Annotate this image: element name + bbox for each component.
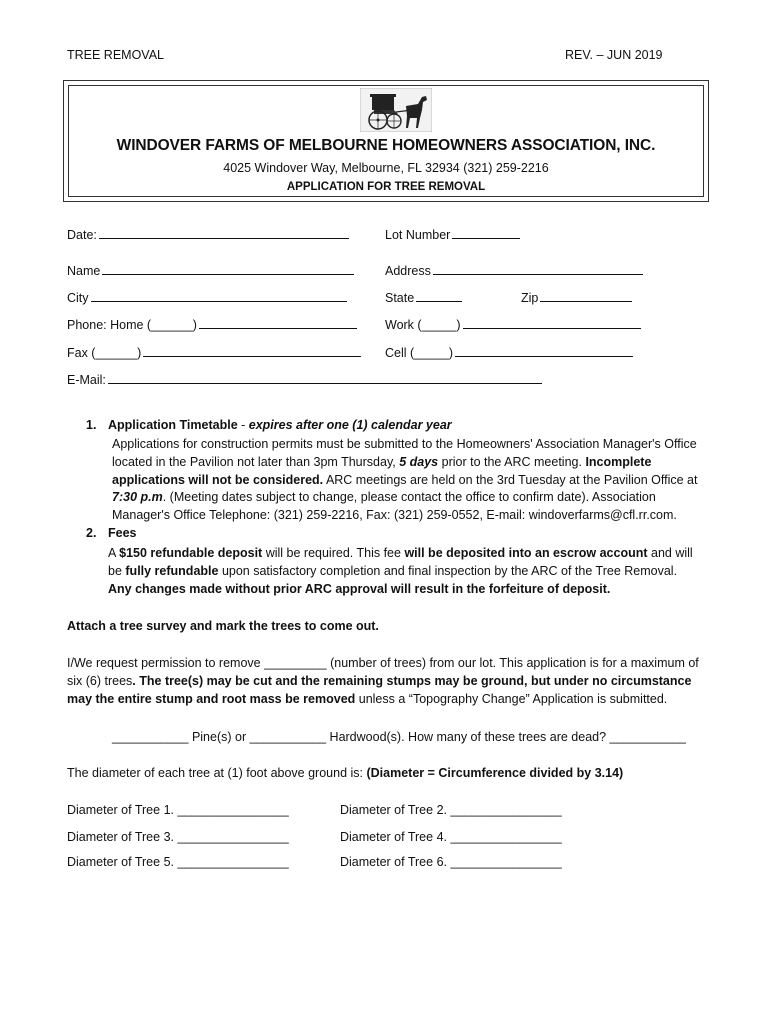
- s2-text-2: will be required. This fee: [262, 546, 405, 560]
- attach-instruction: Attach a tree survey and mark the trees to come out.: [67, 619, 379, 633]
- request-text-1: I/We request permission to remove _________ (number of trees) from our lot. This application is for a maximum of six (6) trees: [67, 656, 699, 688]
- request-paragraph: [67, 655, 707, 708]
- diameter-tree-1[interactable]: Diameter of Tree 1. ________________: [67, 803, 289, 817]
- request-bold: . The tree(s) may be cut and the remaining stumps may be ground, but under no circumstance may the entire stump and root mass be removed: [67, 673, 692, 706]
- date-blank[interactable]: [99, 226, 349, 239]
- section-2-body: [108, 545, 704, 598]
- s1-text-3: ARC meetings are held on the 3rd Tuesday at the Pavilion Office at: [323, 472, 698, 487]
- zip-label: Zip: [521, 291, 539, 305]
- lot-number-blank[interactable]: [452, 226, 520, 239]
- s2-bold-2: will be deposited into an escrow account: [404, 546, 648, 560]
- s2-bold-3: fully refundable: [125, 563, 219, 578]
- diameter-intro: The diameter of each tree at (1) foot above ground is:: [67, 766, 367, 780]
- s1-text-2: prior to the ARC meeting.: [438, 454, 586, 469]
- section-1-heading: Application Timetable: [108, 418, 238, 432]
- date-field[interactable]: [67, 226, 349, 242]
- zip-blank[interactable]: [540, 289, 632, 302]
- section-1-body: [112, 436, 702, 525]
- section-1-heading-line: [108, 418, 452, 432]
- request-text-2: unless a “Topography Change” Application is submitted.: [355, 691, 668, 706]
- tree-type-line[interactable]: ___________ Pine(s) or ___________ Hardwood(s). How many of these trees are dead? ___________: [112, 730, 687, 744]
- work-phone-label: Work (_____): [385, 318, 461, 332]
- cell-label: Cell (_____): [385, 346, 454, 360]
- diameter-intro-line: [67, 766, 623, 780]
- section-2-number: 2.: [86, 526, 97, 540]
- fax-label: Fax (______): [67, 346, 142, 360]
- diameter-tree-5[interactable]: Diameter of Tree 5. ________________: [67, 855, 289, 869]
- s1-bold-2: Incomplete applications will not be considered.: [112, 454, 652, 487]
- organization-address: 4025 Windover Way, Melbourne, FL 32934 (321) 259-2216: [223, 161, 549, 175]
- email-label: E-Mail:: [67, 373, 106, 387]
- section-1-expiry-note: expires after one (1) calendar year: [248, 418, 452, 432]
- work-phone-blank[interactable]: [463, 316, 641, 329]
- state-label: State: [385, 291, 415, 305]
- organization-name: WINDOVER FARMS OF MELBOURNE HOMEOWNERS ASSOCIATION, INC.: [116, 137, 656, 154]
- city-field[interactable]: [67, 289, 347, 305]
- horse-and-buggy-icon: [360, 88, 432, 132]
- diameter-tree-2[interactable]: Diameter of Tree 2. ________________: [340, 803, 562, 817]
- name-blank[interactable]: [102, 262, 354, 275]
- s2-bold-4: Any changes made without prior ARC approval will result in the forfeiture of deposit.: [108, 581, 611, 596]
- email-blank[interactable]: [108, 371, 542, 384]
- revision-date: REV. – JUN 2019: [565, 48, 663, 62]
- fax-blank[interactable]: [143, 344, 361, 357]
- diameter-tree-4[interactable]: Diameter of Tree 4. ________________: [340, 830, 562, 844]
- home-phone-label: Phone: Home (______): [67, 318, 197, 332]
- zip-field[interactable]: [521, 289, 632, 305]
- s1-text-1: Applications for construction permits must be submitted to the Homeowners' Association Manager's Office located in the Pavilion not later than 3pm Thursday,: [112, 437, 697, 469]
- lot-number-field[interactable]: [385, 226, 520, 242]
- home-phone-field[interactable]: [67, 316, 357, 332]
- form-code: TREE REMOVAL: [67, 48, 165, 62]
- section-1-dash: -: [237, 418, 249, 432]
- s2-text-3: and will be: [108, 546, 693, 578]
- date-label: Date:: [67, 228, 97, 242]
- form-title: APPLICATION FOR TREE REMOVAL: [286, 181, 486, 193]
- email-field[interactable]: [67, 371, 542, 387]
- s1-bold-3: 7:30 p.m: [112, 490, 163, 505]
- s2-bold-1: $150 refundable deposit: [119, 546, 263, 560]
- city-blank[interactable]: [91, 289, 347, 302]
- city-label: City: [67, 291, 89, 305]
- section-2-heading: Fees: [108, 526, 137, 540]
- address-field[interactable]: [385, 262, 643, 278]
- s1-text-4: . (Meeting dates subject to change, please contact the office to confirm date). Association Manager's Office Telephone: (321) 259-2216, Fax: (321) 259-0552, E-mail: windoverfarms@cfl.rr.com.: [112, 490, 677, 523]
- lot-number-label: Lot Number: [385, 228, 451, 242]
- home-phone-blank[interactable]: [199, 316, 357, 329]
- fax-field[interactable]: [67, 344, 361, 360]
- name-label: Name: [67, 264, 101, 278]
- s2-text-4: upon satisfactory completion and final inspection by the ARC of the Tree Removal.: [218, 563, 678, 578]
- name-field[interactable]: [67, 262, 354, 278]
- address-label: Address: [385, 264, 431, 278]
- diameter-formula: (Diameter = Circumference divided by 3.14): [366, 766, 624, 780]
- work-phone-field[interactable]: [385, 316, 641, 332]
- section-1-number: 1.: [86, 418, 97, 432]
- s2-text-1: A: [108, 546, 120, 560]
- cell-field[interactable]: [385, 344, 633, 360]
- diameter-tree-3[interactable]: Diameter of Tree 3. ________________: [67, 830, 289, 844]
- state-blank[interactable]: [416, 289, 462, 302]
- s1-bold-1: 5 days: [399, 454, 439, 469]
- state-field[interactable]: [385, 289, 462, 305]
- diameter-tree-6[interactable]: Diameter of Tree 6. ________________: [340, 855, 562, 869]
- address-blank[interactable]: [433, 262, 643, 275]
- cell-blank[interactable]: [455, 344, 633, 357]
- letterhead-box: [63, 80, 709, 202]
